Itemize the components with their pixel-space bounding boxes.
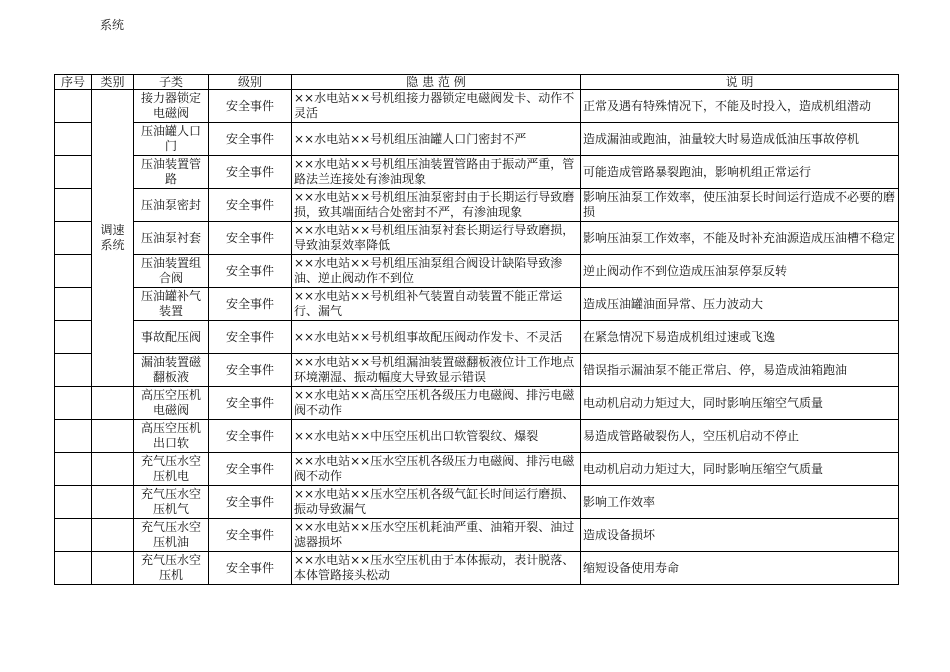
example-cell: [292, 354, 581, 387]
category-cell: [92, 486, 134, 519]
example-cell: [292, 255, 581, 288]
row-index-cell: [55, 552, 92, 585]
subcategory-cell-text: 充气压水空压机气: [140, 487, 201, 516]
example-cell-text: ××水电站××压水空压机各级气缸长时间运行磨损、振动导致漏气: [294, 487, 575, 516]
note-cell-text: 电动机启动力矩过大，同时影响压缩空气质量: [583, 461, 824, 476]
table-row: [55, 453, 899, 486]
subcategory-cell-text: 高压空压机出口软: [140, 421, 201, 450]
category-label: 调速 系统: [100, 223, 125, 252]
level-cell: [209, 90, 292, 123]
level-cell: [209, 123, 292, 156]
table-row: [55, 90, 899, 123]
subcategory-cell: [134, 222, 209, 255]
subcategory-cell-text: 接力器锁定电磁阀: [140, 91, 201, 120]
level-cell-text: 安全事件: [225, 494, 274, 509]
table-row: [55, 519, 899, 552]
level-cell-text: 安全事件: [225, 362, 274, 377]
example-cell-text: ××水电站××号机组压油泵组合阀设计缺陷导致渗油、逆止阀动作不到位: [294, 256, 563, 285]
note-cell-text: 易造成管路破裂伤人，空压机启动不停止: [583, 428, 800, 443]
row-index-cell: [55, 255, 92, 288]
subcategory-cell-text: 充气压水空压机油: [140, 520, 201, 549]
subcategory-cell: [134, 519, 209, 552]
subcategory-cell-text: 压油装置管路: [140, 157, 201, 186]
example-cell: [292, 156, 581, 189]
level-cell: [209, 354, 292, 387]
table-row: [55, 255, 899, 288]
note-cell: [581, 519, 899, 552]
note-cell: [581, 255, 899, 288]
example-cell-text: ××水电站××号机组事故配压阀动作发卡、不灵活: [294, 329, 563, 344]
subcategory-cell: [134, 255, 209, 288]
note-cell: [581, 288, 899, 321]
subcategory-cell-text: 压油罐人口门: [140, 124, 201, 153]
header-subcategory: 子类: [134, 75, 209, 90]
category-cell: [92, 90, 134, 387]
level-cell-text: 安全事件: [225, 395, 274, 410]
category-cell: [92, 387, 134, 420]
note-cell: [581, 354, 899, 387]
level-cell-text: 安全事件: [225, 461, 274, 476]
note-cell: [581, 420, 899, 453]
table-row: [55, 288, 899, 321]
subcategory-cell-text: 压油泵密封: [140, 197, 201, 212]
subcategory-cell-text: 充气压水空压机: [140, 553, 201, 582]
table-row: [55, 420, 899, 453]
level-cell-text: 安全事件: [225, 428, 274, 443]
example-cell: [292, 387, 581, 420]
example-cell: [292, 552, 581, 585]
note-cell: [581, 222, 899, 255]
example-cell: [292, 288, 581, 321]
row-index-cell: [55, 123, 92, 156]
subcategory-cell-text: 压油罐补气装置: [140, 289, 201, 318]
note-cell: [581, 321, 899, 354]
level-cell-text: 安全事件: [225, 197, 274, 212]
example-cell: [292, 222, 581, 255]
row-index-cell: [55, 156, 92, 189]
category-cell: [92, 420, 134, 453]
level-cell: [209, 156, 292, 189]
subcategory-cell: [134, 354, 209, 387]
note-cell: [581, 486, 899, 519]
level-cell: [209, 453, 292, 486]
subcategory-cell-text: 压油装置组合阀: [140, 256, 201, 285]
example-cell-text: ××水电站××压水空压机耗油严重、油箱开裂、油过滤器损坏: [294, 520, 575, 549]
row-index-cell: [55, 519, 92, 552]
level-cell-text: 安全事件: [225, 263, 274, 278]
note-cell-text: 电动机启动力矩过大，同时影响压缩空气质量: [583, 395, 824, 410]
level-cell-text: 安全事件: [225, 527, 274, 542]
example-cell-text: ××水电站××号机组补气装置自动装置不能正常运行、漏气: [294, 289, 563, 318]
note-cell-text: 逆止阀动作不到位造成压油泵停泵反转: [583, 263, 788, 278]
note-cell-text: 错误指示漏油泵不能正常启、停，易造成油箱跑油: [583, 362, 848, 377]
example-cell: [292, 321, 581, 354]
table-row: [55, 552, 899, 585]
note-cell: [581, 189, 899, 222]
header-example: 隐 患 范 例: [292, 75, 581, 90]
level-cell: [209, 255, 292, 288]
table-row: [55, 486, 899, 519]
note-cell-text: 造成设备损坏: [583, 527, 656, 542]
row-index-cell: [55, 288, 92, 321]
subcategory-cell: [134, 387, 209, 420]
table-header-row: [55, 75, 899, 90]
subcategory-cell: [134, 288, 209, 321]
example-cell-text: ××水电站××号机组漏油装置磁翻板液位计工作地点环境潮湿、振动幅度大导致显示错误: [294, 355, 575, 384]
example-cell-text: ××水电站××号机组接力器锁定电磁阀发卡、动作不灵活: [294, 91, 575, 120]
level-cell: [209, 321, 292, 354]
row-index-cell: [55, 420, 92, 453]
subcategory-cell-text: 压油泵衬套: [140, 230, 201, 245]
level-cell: [209, 486, 292, 519]
level-cell: [209, 552, 292, 585]
table-row: [55, 222, 899, 255]
header-level: 级别: [209, 75, 292, 90]
example-cell-text: ××水电站××号机组压油泵密封由于长期运行导致磨损，致其端面结合处密封不严，有渗油现象: [294, 190, 575, 219]
level-cell-text: 安全事件: [225, 164, 274, 179]
subcategory-cell: [134, 321, 209, 354]
page-top-label: 系统: [100, 18, 125, 32]
note-cell-text: 造成漏油或跑油，油量较大时易造成低油压事故停机: [583, 131, 860, 146]
note-cell-text: 正常及遇有特殊情况下，不能及时投入，造成机组潜动: [583, 98, 872, 113]
level-cell-text: 安全事件: [225, 131, 274, 146]
level-cell-text: 安全事件: [225, 296, 274, 311]
subcategory-cell-text: 高压空压机电磁阀: [140, 388, 201, 417]
example-cell-text: ××水电站××中压空压机出口软管裂纹、爆裂: [294, 428, 539, 443]
subcategory-cell: [134, 189, 209, 222]
example-cell: [292, 123, 581, 156]
example-cell: [292, 189, 581, 222]
row-index-cell: [55, 453, 92, 486]
row-index-cell: [55, 387, 92, 420]
row-index-cell: [55, 222, 92, 255]
example-cell-text: ××水电站××高压空压机各级压力电磁阀、排污电磁阀不动作: [294, 388, 575, 417]
example-cell: [292, 420, 581, 453]
row-index-cell: [55, 354, 92, 387]
example-cell-text: ××水电站××号机组压油泵衬套长期运行导致磨损，导致油泵效率降低: [294, 223, 575, 252]
note-cell: [581, 453, 899, 486]
example-cell: [292, 453, 581, 486]
level-cell: [209, 519, 292, 552]
row-index-cell: [55, 90, 92, 123]
level-cell-text: 安全事件: [225, 329, 274, 344]
subcategory-cell-text: 漏油装置磁翻板液: [140, 355, 201, 384]
note-cell: [581, 156, 899, 189]
subcategory-cell: [134, 156, 209, 189]
subcategory-cell: [134, 123, 209, 156]
level-cell: [209, 387, 292, 420]
note-cell-text: 影响压油泵工作效率，使压油泵长时间运行造成不必要的磨损: [583, 190, 896, 219]
subcategory-cell: [134, 453, 209, 486]
example-cell-text: ××水电站××压水空压机各级压力电磁阀、排污电磁阀不动作: [294, 454, 575, 483]
note-cell: [581, 90, 899, 123]
table-row: [55, 354, 899, 387]
row-index-cell: [55, 189, 92, 222]
level-cell-text: 安全事件: [225, 230, 274, 245]
level-cell-text: 安全事件: [225, 98, 274, 113]
category-cell: [92, 552, 134, 585]
hazard-table: [54, 74, 899, 585]
note-cell-text: 可能造成管路暴裂跑油，影响机组正常运行: [583, 164, 812, 179]
table-row: [55, 387, 899, 420]
subcategory-cell: [134, 486, 209, 519]
note-cell: [581, 552, 899, 585]
example-cell: [292, 519, 581, 552]
table-row: [55, 321, 899, 354]
row-index-cell: [55, 321, 92, 354]
example-cell-text: ××水电站××号机组压油装置管路由于振动严重，管路法兰连接处有渗油现象: [294, 157, 575, 186]
note-cell-text: 在紧急情况下易造成机组过速或飞逸: [583, 329, 776, 344]
subcategory-cell: [134, 420, 209, 453]
level-cell: [209, 222, 292, 255]
category-cell: [92, 453, 134, 486]
note-cell-text: 影响工作效率: [583, 494, 656, 509]
example-cell: [292, 90, 581, 123]
note-cell-text: 造成压油罐油面异常、压力波动大: [583, 296, 764, 311]
level-cell: [209, 288, 292, 321]
table-row: [55, 189, 899, 222]
note-cell: [581, 387, 899, 420]
subcategory-cell: [134, 552, 209, 585]
table-row: [55, 156, 899, 189]
subcategory-cell-text: 事故配压阀: [140, 329, 201, 344]
table-body: [55, 90, 899, 585]
note-cell: [581, 123, 899, 156]
table-row: [55, 123, 899, 156]
note-cell-text: 缩短设备使用寿命: [583, 560, 680, 575]
example-cell-text: ××水电站××压水空压机由于本体振动，表计脱落、本体管路接头松动: [294, 553, 575, 582]
level-cell: [209, 420, 292, 453]
level-cell: [209, 189, 292, 222]
row-index-cell: [55, 486, 92, 519]
category-cell: [92, 519, 134, 552]
header-note: 说 明: [581, 75, 899, 90]
level-cell-text: 安全事件: [225, 560, 274, 575]
header-category: 类别: [92, 75, 134, 90]
subcategory-cell-text: 充气压水空压机电: [140, 454, 201, 483]
subcategory-cell: [134, 90, 209, 123]
header-index: 序号: [55, 75, 92, 90]
example-cell: [292, 486, 581, 519]
note-cell-text: 影响压油泵工作效率，不能及时补充油源造成压油槽不稳定: [583, 230, 896, 245]
example-cell-text: ××水电站××号机组压油罐人口门密封不严: [294, 131, 527, 146]
